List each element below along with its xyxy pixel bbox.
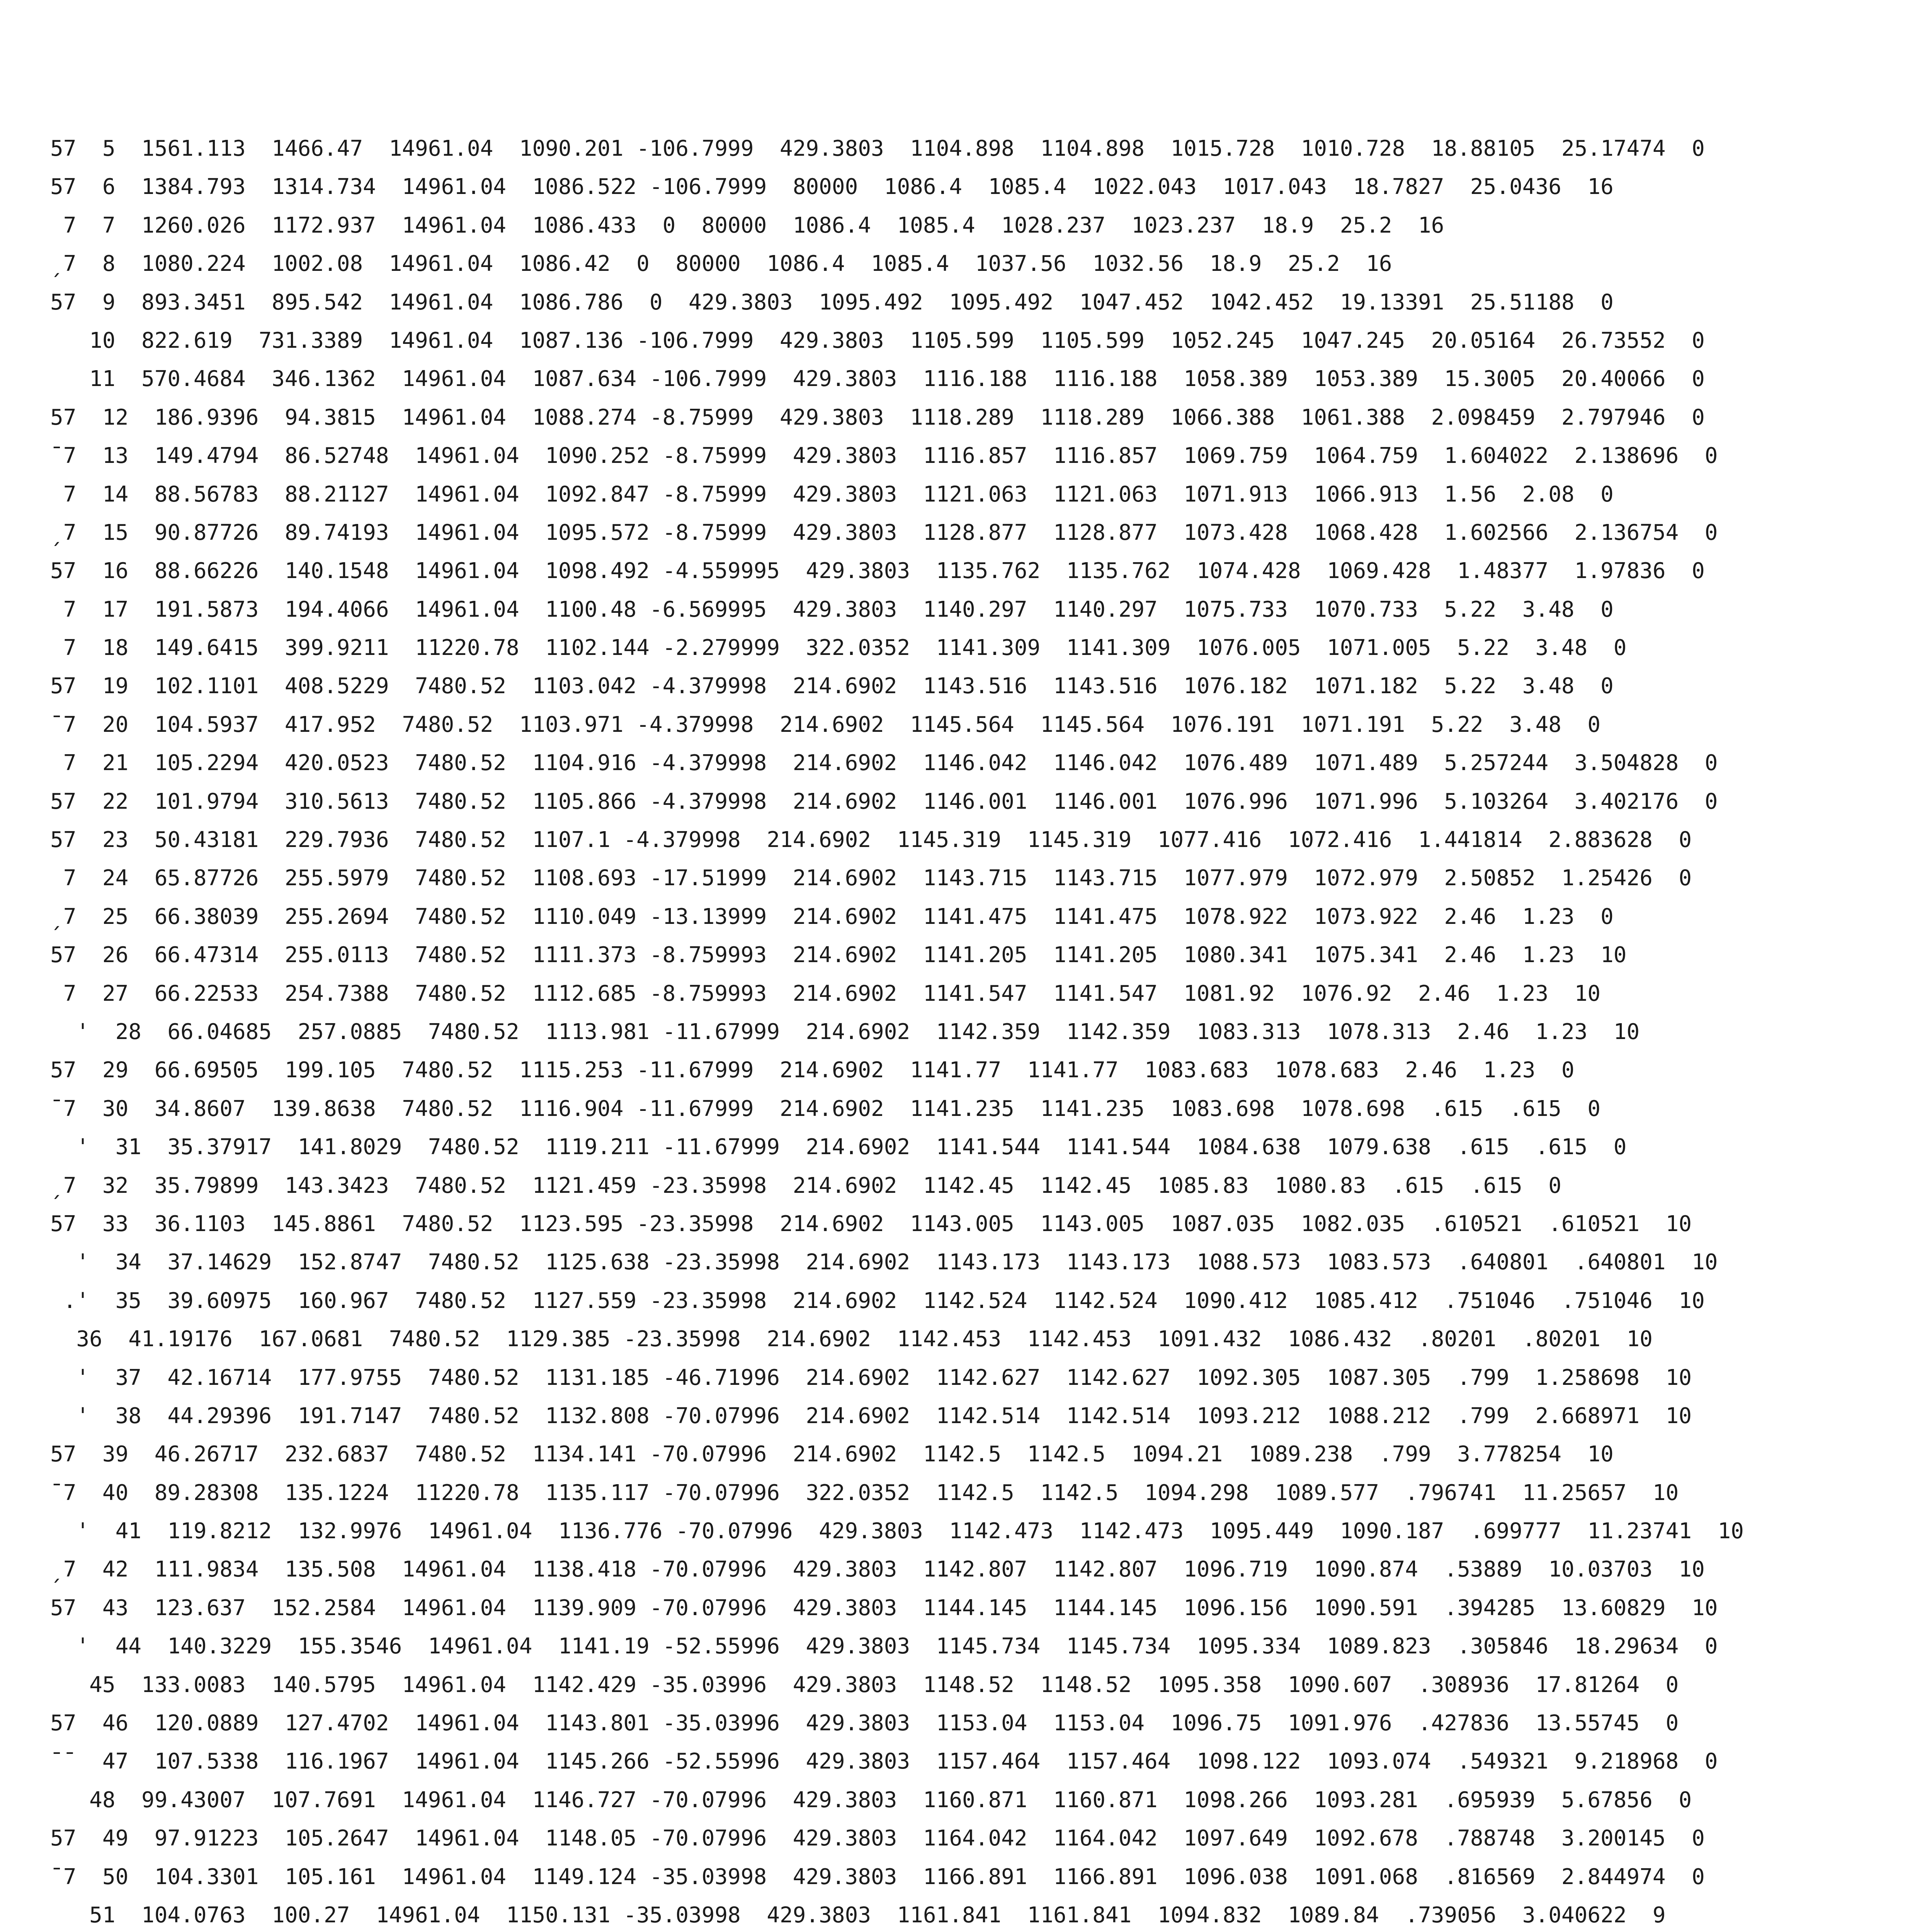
table-row: 7 7 1260.026 1172.937 14961.04 1086.433 0 80000 1086.4 1085.4 1028.237 1023.237 18.9 25.2 16 xyxy=(50,213,1444,238)
table-row: ˉ7 50 104.3301 105.161 14961.04 1149.124 -35.03998 429.3803 1166.891 1166.891 1096.038 1091.068 .816569 2.844974 0 xyxy=(50,1864,1705,1889)
table-row: 57 5 1561.113 1466.47 14961.04 1090.201 -106.7999 429.3803 1104.898 1104.898 1015.728 1010.728 18.88105 25.17474 0 xyxy=(50,136,1705,161)
table-row: 7 24 65.87726 255.5979 7480.52 1108.693 -17.51999 214.6902 1143.715 1143.715 1077.979 1072.979 2.50852 1.25426 0 xyxy=(50,866,1692,891)
table-row: 57 29 66.69505 199.105 7480.52 1115.253 -11.67999 214.6902 1141.77 1141.77 1083.683 1078.683 2.46 1.23 0 xyxy=(50,1058,1575,1083)
table-row: ˉˉ 47 107.5338 116.1967 14961.04 1145.266 -52.55996 429.3803 1157.464 1157.464 1098.122 1093.074 .549321 9.218968 0 xyxy=(50,1749,1718,1774)
table-row: ' 34 37.14629 152.8747 7480.52 1125.638 -23.35998 214.6902 1143.173 1143.173 1088.573 1083.573 .640801 .640801 10 xyxy=(50,1250,1718,1275)
table-row: 10 822.619 731.3389 14961.04 1087.136 -106.7999 429.3803 1105.599 1105.599 1052.245 1047.245 20.05164 26.73552 0 xyxy=(50,328,1705,353)
table-row: 7 14 88.56783 88.21127 14961.04 1092.847 -8.75999 429.3803 1121.063 1121.063 1071.913 1066.913 1.56 2.08 0 xyxy=(50,481,1614,507)
table-row: ˉ7 20 104.5937 417.952 7480.52 1103.971 -4.379998 214.6902 1145.564 1145.564 1076.191 1071.191 5.22 3.48 0 xyxy=(50,712,1601,737)
table-row: 7 27 66.22533 254.7388 7480.52 1112.685 -8.759993 214.6902 1141.547 1141.547 1081.92 1076.92 2.46 1.23 10 xyxy=(50,981,1601,1006)
table-row: 48 99.43007 107.7691 14961.04 1146.727 -70.07996 429.3803 1160.871 1160.871 1098.266 1093.281 .695939 5.67856 0 xyxy=(50,1787,1692,1813)
table-row: ' 38 44.29396 191.7147 7480.52 1132.808 -70.07996 214.6902 1142.514 1142.514 1093.212 1088.212 .799 2.668971 10 xyxy=(50,1403,1692,1429)
table-row: 51 104.0763 100.27 14961.04 1150.131 -35.03998 429.3803 1161.841 1161.841 1094.832 1089.84 .739056 3.040622 9 xyxy=(50,1902,1666,1928)
table-row: ˉ7 30 34.8607 139.8638 7480.52 1116.904 -11.67999 214.6902 1141.235 1141.235 1083.698 1078.698 .615 .615 0 xyxy=(50,1096,1601,1121)
table-row: ' 44 140.3229 155.3546 14961.04 1141.19 -52.55996 429.3803 1145.734 1145.734 1095.334 1089.823 .305846 18.29634 0 xyxy=(50,1634,1718,1659)
table-row: 57 9 893.3451 895.542 14961.04 1086.786 0 429.3803 1095.492 1095.492 1047.452 1042.452 19.13391 25.51188 0 xyxy=(50,289,1614,315)
table-row: 57 19 102.1101 408.5229 7480.52 1103.042 -4.379998 214.6902 1143.516 1143.516 1076.182 1071.182 5.22 3.48 0 xyxy=(50,673,1614,699)
table-row: ' 28 66.04685 257.0885 7480.52 1113.981 -11.67999 214.6902 1142.359 1142.359 1083.313 1078.313 2.46 1.23 10 xyxy=(50,1019,1640,1044)
table-row: 57 6 1384.793 1314.734 14961.04 1086.522 -106.7999 80000 1086.4 1085.4 1022.043 1017.043 18.7827 25.0436 16 xyxy=(50,174,1614,200)
table-row: 57 43 123.637 152.2584 14961.04 1139.909 -70.07996 429.3803 1144.145 1144.145 1096.156 1090.591 .394285 13.60829 10 xyxy=(50,1595,1718,1621)
table-row: 57 33 36.1103 145.8861 7480.52 1123.595 -23.35998 214.6902 1143.005 1143.005 1087.035 1082.035 .610521 .610521 10 xyxy=(50,1211,1692,1236)
table-row: 57 49 97.91223 105.2647 14961.04 1148.05 -70.07996 429.3803 1164.042 1164.042 1097.649 1092.678 .788748 3.200145 0 xyxy=(50,1826,1705,1851)
table-row: ˏ7 8 1080.224 1002.08 14961.04 1086.42 0 80000 1086.4 1085.4 1037.56 1032.56 18.9 25.2 16 xyxy=(50,251,1392,277)
table-row: 7 21 105.2294 420.0523 7480.52 1104.916 -4.379998 214.6902 1146.042 1146.042 1076.489 1071.489 5.257244 3.504828 0 xyxy=(50,750,1718,776)
table-row: ' 41 119.8212 132.9976 14961.04 1136.776 -70.07996 429.3803 1142.473 1142.473 1095.449 1090.187 .699777 11.23741 10 xyxy=(50,1519,1744,1544)
table-row: ' 37 42.16714 177.9755 7480.52 1131.185 -46.71996 214.6902 1142.627 1142.627 1092.305 1087.305 .799 1.258698 10 xyxy=(50,1365,1692,1390)
table-row: ˉ7 13 149.4794 86.52748 14961.04 1090.252 -8.75999 429.3803 1116.857 1116.857 1069.759 1064.759 1.604022 2.138696 0 xyxy=(50,443,1718,469)
table-row: 57 12 186.9396 94.3815 14961.04 1088.274 -8.75999 429.3803 1118.289 1118.289 1066.388 1061.388 2.098459 2.797946 0 xyxy=(50,405,1705,430)
table-row: 57 16 88.66226 140.1548 14961.04 1098.492 -4.559995 429.3803 1135.762 1135.762 1074.428 1069.428 1.48377 1.97836 0 xyxy=(50,558,1705,584)
table-row: 57 22 101.9794 310.5613 7480.52 1105.866 -4.379998 214.6902 1146.001 1146.001 1076.996 1071.996 5.103264 3.402176 0 xyxy=(50,789,1718,814)
table-row: ˏ7 25 66.38039 255.2694 7480.52 1110.049 -13.13999 214.6902 1141.475 1141.475 1078.922 1073.922 2.46 1.23 0 xyxy=(50,904,1614,929)
table-row: 57 46 120.0889 127.4702 14961.04 1143.801 -35.03996 429.3803 1153.04 1153.04 1096.75 1091.976 .427836 13.55745 0 xyxy=(50,1711,1679,1736)
table-row: 57 39 46.26717 232.6837 7480.52 1134.141 -70.07996 214.6902 1142.5 1142.5 1094.21 1089.238 .799 3.778254 10 xyxy=(50,1442,1614,1467)
table-row: 36 41.19176 167.0681 7480.52 1129.385 -23.35998 214.6902 1142.453 1142.453 1091.432 1086.432 .80201 .80201 10 xyxy=(50,1327,1653,1352)
table-row: 7 18 149.6415 399.9211 11220.78 1102.144 -2.279999 322.0352 1141.309 1141.309 1076.005 1071.005 5.22 3.48 0 xyxy=(50,635,1627,661)
table-row: 57 26 66.47314 255.0113 7480.52 1111.373 -8.759993 214.6902 1141.205 1141.205 1080.341 1075.341 2.46 1.23 10 xyxy=(50,942,1627,968)
table-row: 57 23 50.43181 229.7936 7480.52 1107.1 -4.379998 214.6902 1145.319 1145.319 1077.416 1072.416 1.441814 2.883628 0 xyxy=(50,827,1692,853)
table-row: .' 35 39.60975 160.967 7480.52 1127.559 -23.35998 214.6902 1142.524 1142.524 1090.412 1085.412 .751046 .751046 10 xyxy=(50,1288,1705,1313)
table-row: 7 17 191.5873 194.4066 14961.04 1100.48 -6.569995 429.3803 1140.297 1140.297 1075.733 1070.733 5.22 3.48 0 xyxy=(50,597,1614,622)
table-row: ˉ7 40 89.28308 135.1224 11220.78 1135.117 -70.07996 322.0352 1142.5 1142.5 1094.298 1089.577 .796741 11.25657 10 xyxy=(50,1480,1679,1505)
table-row: 45 133.0083 140.5795 14961.04 1142.429 -35.03996 429.3803 1148.52 1148.52 1095.358 1090.607 .308936 17.81264 0 xyxy=(50,1672,1679,1697)
numeric-data-table xyxy=(50,129,1744,1932)
table-row: 11 570.4684 346.1362 14961.04 1087.634 -106.7999 429.3803 1116.188 1116.188 1058.389 1053.389 15.3005 20.40066 0 xyxy=(50,366,1705,392)
table-row: ˏ7 15 90.87726 89.74193 14961.04 1095.572 -8.75999 429.3803 1128.877 1128.877 1073.428 1068.428 1.602566 2.136754 0 xyxy=(50,520,1718,545)
table-row: ˏ7 32 35.79899 143.3423 7480.52 1121.459 -23.35998 214.6902 1142.45 1142.45 1085.83 1080.83 .615 .615 0 xyxy=(50,1173,1561,1198)
table-row: ' 31 35.37917 141.8029 7480.52 1119.211 -11.67999 214.6902 1141.544 1141.544 1084.638 1079.638 .615 .615 0 xyxy=(50,1134,1627,1160)
table-row: ˏ7 42 111.9834 135.508 14961.04 1138.418 -70.07996 429.3803 1142.807 1142.807 1096.719 1090.874 .53889 10.03703 10 xyxy=(50,1557,1705,1582)
